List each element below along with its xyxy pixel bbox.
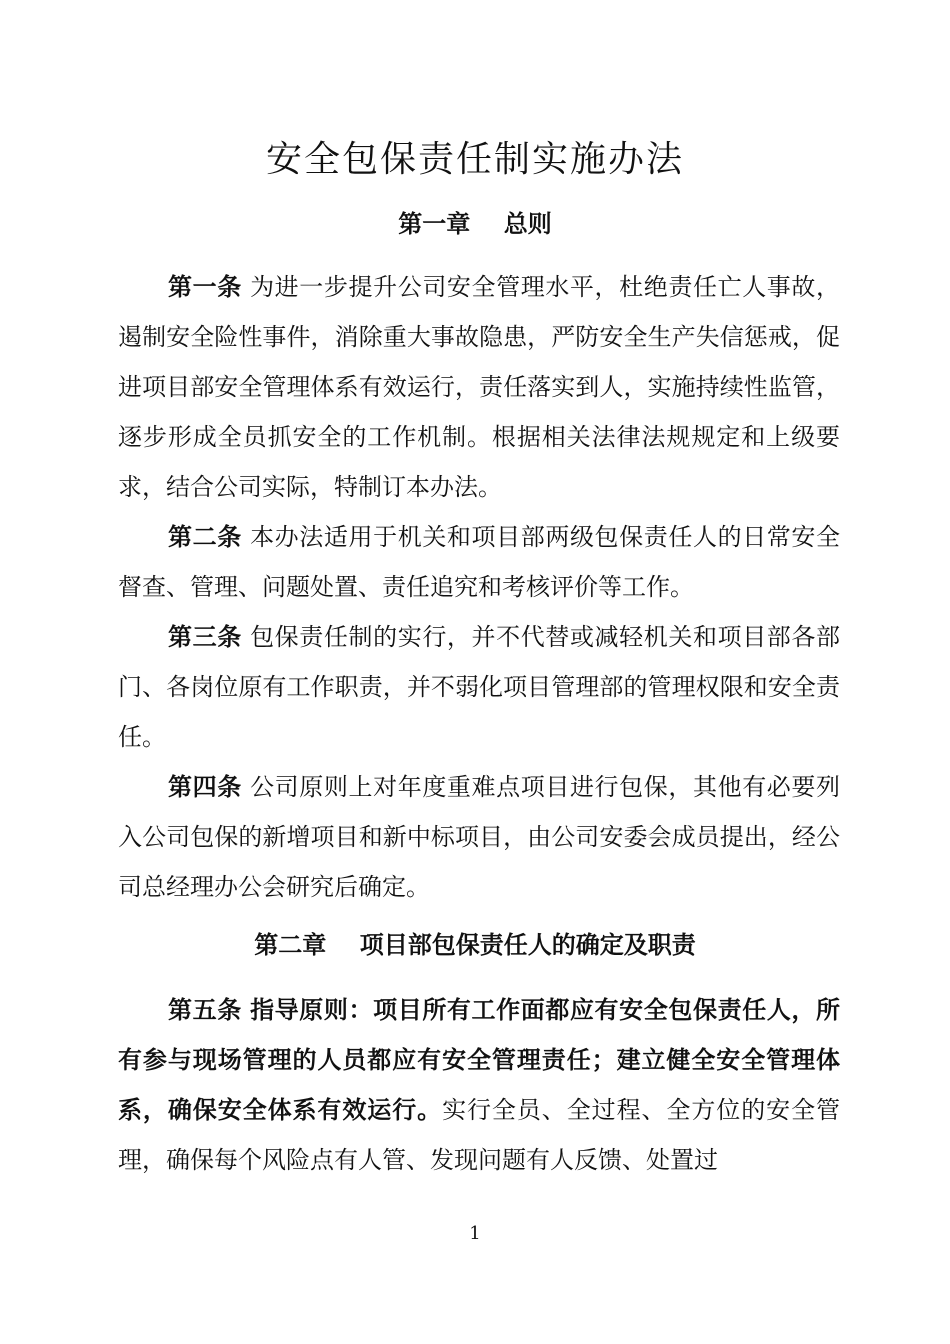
article-bold-text: 指导原则：项目所有工作面都应有安全包保责任人，所有参与现场管理的人员都应有安全管理责任；建立健全安全管理体系，确保安全体系有效运行。: [118, 996, 841, 1124]
article-text: 实行全员、全过程、全方位的安全管理，确保每个风险点有人管、发现问题有人反馈、处置过: [118, 1096, 841, 1174]
article-label: 第五条: [168, 996, 242, 1024]
article-text: 公司原则上对年度重难点项目进行包保，其他有必要列入公司包保的新增项目和新中标项目，由公司安委会成员提出，经公司总经理办公会研究后确定。: [118, 773, 841, 901]
article-label: 第三条: [168, 623, 242, 651]
article-2: [118, 512, 840, 612]
article-1: [118, 262, 840, 512]
article-label: 第一条: [168, 273, 242, 301]
article-label: 第二条: [168, 523, 242, 551]
article-text: 本办法适用于机关和项目部两级包保责任人的日常安全督查、管理、问题处置、责任追究和考核评价等工作。: [118, 523, 841, 601]
article-text: 包保责任制的实行，并不代替或减轻机关和项目部各部门、各岗位原有工作职责，并不弱化项目管理部的管理权限和安全责任。: [118, 623, 841, 751]
page-number: 1: [469, 1223, 481, 1244]
article-4: [118, 762, 840, 912]
chapter-heading-2: 第二章 项目部包保责任人的确定及职责: [254, 931, 696, 959]
article-label: 第四条: [168, 773, 242, 801]
article-3: [118, 612, 840, 762]
article-5: [118, 985, 840, 1185]
chapter-heading-1: 第一章 总则: [398, 210, 552, 238]
document-title: 安全包保责任制实施办法: [265, 139, 684, 180]
article-text: 为进一步提升公司安全管理水平，杜绝责任亡人事故，遏制安全险性事件，消除重大事故隐患，严防安全生产失信惩戒，促进项目部安全管理体系有效运行，责任落实到人，实施持续性监管，逐步形成全员抓安全的工作机制。根据相关法律法规规定和上级要求，结合公司实际，特制订本办法。: [118, 273, 841, 501]
